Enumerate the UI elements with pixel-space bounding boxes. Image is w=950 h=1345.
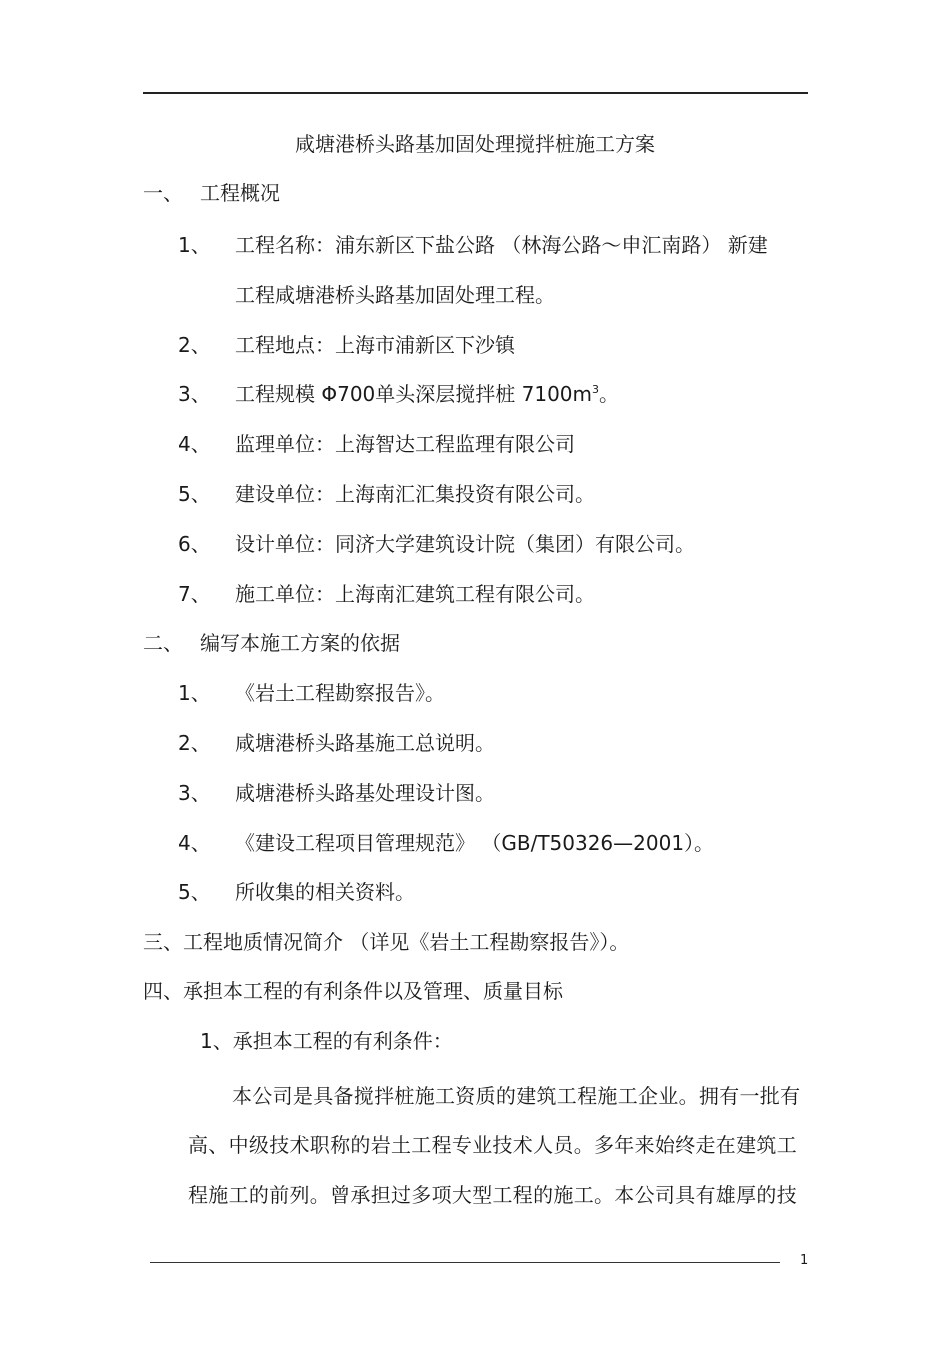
list-item-text: 咸塘港桥头路基施工总说明。 — [235, 731, 495, 755]
list-item-text: 《岩土工程勘察报告》。 — [235, 681, 445, 705]
list-item-text: 建设单位：上海南汇汇集投资有限公司。 — [235, 482, 595, 506]
list-number: 2、 — [178, 333, 211, 357]
paragraph-line: 程施工的前列。曾承担过多项大型工程的施工。本公司具有雄厚的技 — [188, 1183, 797, 1207]
section4-heading: 四、承担本工程的有利条件以及管理、质量目标 — [143, 979, 563, 1003]
list-item-text: 监理单位：上海智达工程监理有限公司 — [235, 432, 575, 456]
list-number: 7、 — [178, 582, 211, 606]
section2-heading: 编写本施工方案的依据 — [200, 631, 400, 655]
list-item-text — [235, 381, 619, 407]
list-number: 4、 — [178, 831, 211, 855]
scale-text: 工程规模 Φ700单头深层搅拌桩 7100m — [235, 382, 593, 406]
list-item-text: 工程地点：上海市浦新区下沙镇 — [235, 333, 515, 357]
paragraph-line: 本公司是具备搅拌桩施工资质的建筑工程施工企业。拥有一批有 — [232, 1084, 801, 1108]
list-item-text: 《建设工程项目管理规范》 （GB/T50326—2001）。 — [235, 831, 715, 855]
list-number: 6、 — [178, 532, 211, 556]
list-number: 2、 — [178, 731, 211, 755]
list-item-text: 所收集的相关资料。 — [235, 880, 415, 904]
list-item-continuation: 工程咸塘港桥头路基加固处理工程。 — [235, 283, 555, 307]
list-number: 3、 — [178, 382, 211, 406]
list-number: 3、 — [178, 781, 211, 805]
paragraph-line: 高、中级技术职称的岩土工程专业技术人员。多年来始终走在建筑工 — [188, 1133, 797, 1157]
list-item-text: 咸塘港桥头路基处理设计图。 — [235, 781, 495, 805]
superscript: 3 — [592, 383, 600, 396]
list-number: 5、 — [178, 482, 211, 506]
list-item-text: 设计单位：同济大学建筑设计院（集团）有限公司。 — [235, 532, 695, 556]
list-number: 1、 — [178, 681, 211, 705]
list-number: 1、 — [178, 233, 211, 257]
header-rule — [143, 92, 808, 94]
section3-heading: 三、工程地质情况简介 （详见《岩土工程勘察报告》）。 — [143, 930, 630, 954]
subsection-heading: 1、承担本工程的有利条件： — [200, 1029, 453, 1053]
page-number: 1 — [800, 1253, 809, 1268]
footer-rule — [150, 1262, 780, 1263]
list-item-text: 工程名称：浦东新区下盐公路 （林海公路～申汇南路） 新建 — [235, 233, 768, 257]
list-number: 4、 — [178, 432, 211, 456]
scale-tail: 。 — [599, 382, 620, 406]
list-item-text: 施工单位：上海南汇建筑工程有限公司。 — [235, 582, 595, 606]
section1-heading: 工程概况 — [200, 181, 280, 205]
section1-number: 一、 — [143, 181, 183, 205]
document-title: 咸塘港桥头路基加固处理搅拌桩施工方案 — [295, 132, 655, 156]
list-number: 5、 — [178, 880, 211, 904]
section2-number: 二、 — [143, 631, 183, 655]
